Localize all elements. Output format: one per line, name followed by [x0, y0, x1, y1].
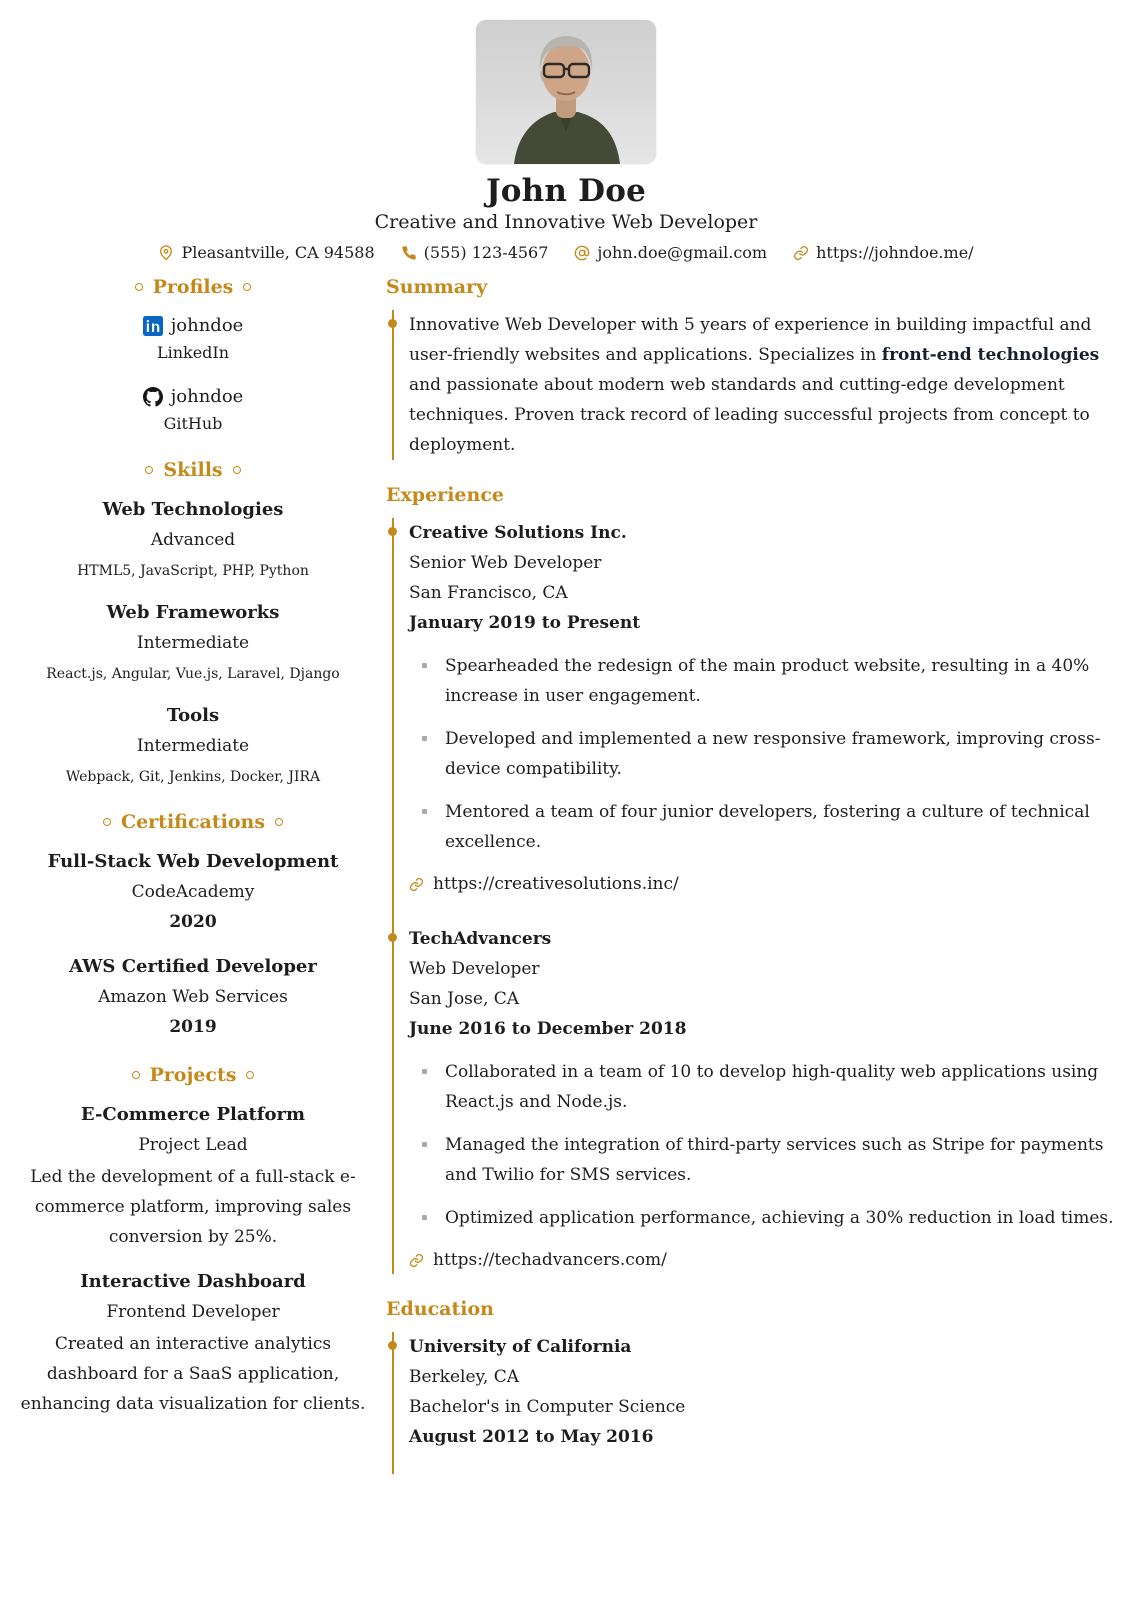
summary-text: Innovative Web Developer with 5 years of experience in building impactful and user-friendly websites and applications. Specializes in front-end technologies and passionate about modern web standards and cutting-edge development techniques. Proven track record of leading successful projects from concept to deployment. [409, 315, 1100, 455]
project-role: Project Lead [138, 1135, 248, 1155]
certification-item [18, 952, 368, 1042]
project-name: E-Commerce Platform [80, 1104, 306, 1125]
main-column [382, 262, 1114, 1474]
profile-username[interactable]: johndoe [170, 386, 244, 407]
section-heading-education: Education [386, 1298, 494, 1320]
education-location: Berkeley, CA [409, 1367, 519, 1387]
contact-row [0, 243, 1132, 262]
sidebar [18, 262, 368, 1474]
profile-photo [476, 20, 656, 164]
experience-timeline [392, 518, 1114, 1274]
project-description: Created an interactive analytics dashboard for a SaaS application, enhancing data visualization for clients. [20, 1334, 366, 1414]
certification-name: AWS Certified Developer [69, 956, 317, 977]
experience-company: TechAdvancers [409, 929, 552, 949]
certification-item [18, 847, 368, 937]
skill-name: Web Frameworks [106, 602, 280, 623]
contact-phone [401, 243, 549, 262]
experience-link[interactable] [409, 1246, 1114, 1274]
experience-location: San Francisco, CA [409, 583, 568, 603]
skill-keywords: Webpack, Git, Jenkins, Docker, JIRA [65, 769, 321, 785]
skills-title: Skills [163, 459, 223, 481]
section-heading-certifications [18, 811, 368, 833]
education-entry [409, 1332, 1114, 1452]
resume-body [0, 262, 1132, 1474]
experience-url[interactable]: https://techadvancers.com/ [433, 1250, 667, 1270]
profile-network: LinkedIn [156, 343, 230, 362]
experience-entry [409, 924, 1114, 1274]
certification-year: 2020 [169, 912, 217, 932]
bullet-item: Optimized application performance, achieving a 30% reduction in load times. [409, 1203, 1114, 1233]
section-heading-experience: Experience [386, 484, 504, 506]
page-title-name: John Doe [485, 173, 647, 209]
education-degree: Bachelor's in Computer Science [409, 1397, 686, 1417]
phone-icon [401, 245, 417, 261]
bullet-marker-icon [422, 1142, 427, 1147]
contact-phone-text: (555) 123-4567 [423, 243, 549, 262]
section-heading-skills [18, 459, 368, 481]
experience-bullet-list [409, 1057, 1114, 1233]
linkedin-icon [143, 316, 163, 336]
summary-entry [409, 310, 1114, 460]
certification-issuer: Amazon Web Services [98, 987, 288, 1007]
contact-email[interactable] [574, 243, 767, 262]
ring-icon [103, 818, 111, 826]
certification-year: 2019 [169, 1017, 217, 1037]
link-icon [409, 1253, 424, 1268]
bullet-marker-icon [422, 663, 427, 668]
education-timeline [392, 1332, 1114, 1474]
profile-username[interactable]: johndoe [170, 315, 244, 336]
project-role: Frontend Developer [106, 1302, 280, 1322]
dot-icon [388, 933, 397, 942]
link-icon [793, 245, 809, 261]
certifications-title: Certifications [120, 811, 266, 833]
section-heading-summary: Summary [386, 276, 488, 298]
contact-email-text[interactable]: john.doe@gmail.com [597, 243, 768, 262]
contact-website[interactable] [793, 243, 973, 262]
ring-icon [135, 283, 143, 291]
dot-icon [388, 1341, 397, 1350]
skill-item [18, 495, 368, 583]
skill-level: Advanced [150, 530, 236, 550]
experience-company: Creative Solutions Inc. [409, 523, 627, 543]
ring-icon [132, 1071, 140, 1079]
summary-timeline [392, 310, 1114, 460]
contact-location [158, 243, 374, 262]
link-icon [409, 877, 424, 892]
ring-icon [246, 1071, 254, 1079]
at-sign-icon [574, 245, 590, 261]
bullet-marker-icon [422, 1215, 427, 1220]
experience-location: San Jose, CA [409, 989, 520, 1009]
dot-icon [388, 319, 397, 328]
skill-item [18, 701, 368, 789]
profile-item-github [18, 383, 368, 437]
project-name: Interactive Dashboard [80, 1271, 306, 1292]
education-institution: University of California [409, 1337, 632, 1357]
certification-name: Full-Stack Web Development [47, 851, 339, 872]
skill-level: Intermediate [136, 736, 250, 756]
profile-photo-illustration [476, 20, 656, 164]
section-heading-projects [18, 1064, 368, 1086]
skill-level: Intermediate [136, 633, 250, 653]
bullet-item: Developed and implemented a new responsive framework, improving cross-device compatibility. [409, 724, 1114, 784]
bullet-marker-icon [422, 1069, 427, 1074]
ring-icon [275, 818, 283, 826]
project-item [18, 1100, 368, 1252]
skill-name: Tools [166, 705, 220, 726]
project-item [18, 1267, 368, 1419]
experience-bullet-list [409, 651, 1114, 857]
bullet-item: Managed the integration of third-party services such as Stripe for payments and Twilio for SMS services. [409, 1130, 1114, 1190]
contact-website-text[interactable]: https://johndoe.me/ [816, 243, 974, 262]
certification-issuer: CodeAcademy [131, 882, 255, 902]
experience-position: Web Developer [409, 959, 540, 979]
experience-dates: June 2016 to December 2018 [409, 1019, 687, 1039]
bullet-item: Collaborated in a team of 10 to develop high-quality web applications using React.js and Node.js. [409, 1057, 1114, 1117]
project-description: Led the development of a full-stack e-commerce platform, improving sales conversion by 25%. [30, 1167, 356, 1247]
experience-link[interactable] [409, 870, 1114, 898]
ring-icon [233, 466, 241, 474]
ring-icon [243, 283, 251, 291]
dot-icon [388, 527, 397, 536]
skill-keywords: React.js, Angular, Vue.js, Laravel, Django [46, 666, 340, 682]
experience-entry [409, 518, 1114, 898]
profiles-title: Profiles [152, 276, 234, 298]
bullet-marker-icon [422, 809, 427, 814]
map-pin-icon [158, 245, 174, 261]
headline: Creative and Innovative Web Developer [374, 211, 758, 233]
resume-header [0, 0, 1132, 262]
contact-location-text: Pleasantville, CA 94588 [181, 243, 375, 262]
skill-name: Web Technologies [102, 499, 284, 520]
section-heading-profiles [18, 276, 368, 298]
profile-network: GitHub [163, 414, 223, 433]
profile-item-linkedin [18, 312, 368, 366]
skill-keywords: HTML5, JavaScript, PHP, Python [77, 563, 309, 579]
bullet-item: Spearheaded the redesign of the main product website, resulting in a 40% increase in user engagement. [409, 651, 1114, 711]
summary-bold-text: front-end technologies [881, 345, 1100, 365]
bullet-item: Mentored a team of four junior developers, fostering a culture of technical excellence. [409, 797, 1114, 857]
github-icon [143, 387, 163, 407]
projects-title: Projects [149, 1064, 237, 1086]
bullet-marker-icon [422, 736, 427, 741]
experience-position: Senior Web Developer [409, 553, 602, 573]
education-dates: August 2012 to May 2016 [409, 1427, 654, 1447]
skill-item [18, 598, 368, 686]
ring-icon [145, 466, 153, 474]
experience-url[interactable]: https://creativesolutions.inc/ [433, 874, 679, 894]
experience-dates: January 2019 to Present [409, 613, 641, 633]
